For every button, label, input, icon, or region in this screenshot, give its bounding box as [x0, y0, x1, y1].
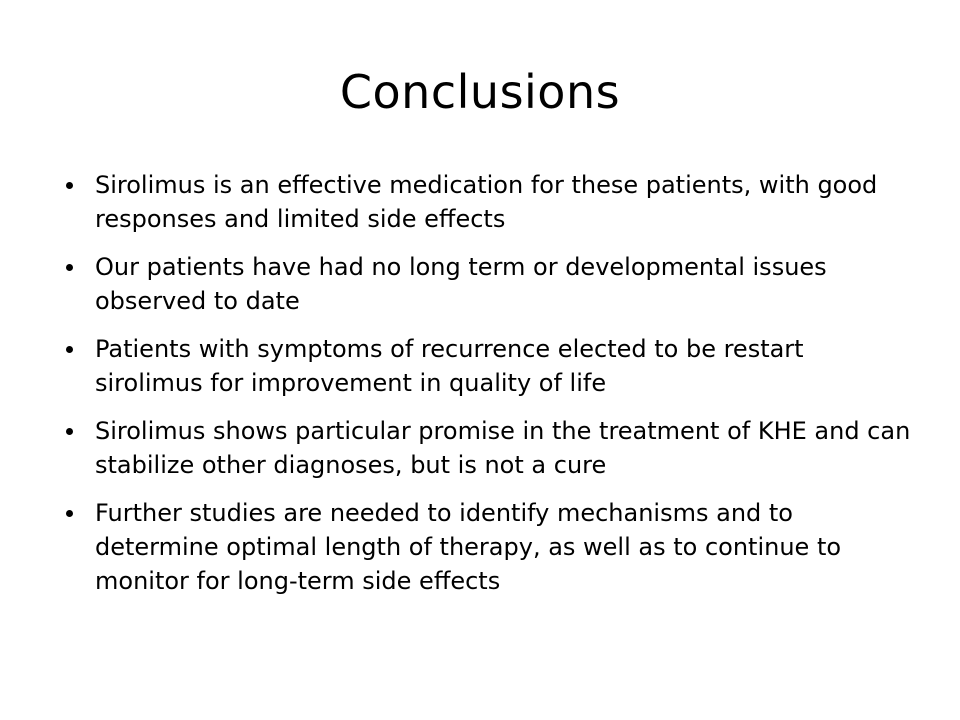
- bullet-text: Sirolimus is an effective medication for these patients, with good responses and limited side effects: [95, 171, 878, 233]
- bullet-text: Patients with symptoms of recurrence elected to be restart sirolimus for improvement in quality of life: [95, 335, 804, 397]
- bullet-item: [66, 414, 916, 482]
- bullet-dot-icon: [66, 264, 73, 271]
- slide-title: Conclusions: [339, 65, 621, 119]
- bullet-text: Further studies are needed to identify mechanisms and to determine optimal length of therapy, as well as to continue to monitor for long-term side effects: [95, 499, 842, 595]
- bullet-text: Sirolimus shows particular promise in the treatment of KHE and can stabilize other diagnoses, but is not a cure: [95, 417, 911, 479]
- bullet-dot-icon: [66, 182, 73, 189]
- bullet-item: [66, 168, 916, 236]
- bullet-dot-icon: [66, 428, 73, 435]
- bullet-item: [66, 250, 916, 318]
- bullet-text: Our patients have had no long term or developmental issues observed to date: [95, 253, 827, 315]
- bullet-dot-icon: [66, 346, 73, 353]
- bullet-list: [66, 168, 916, 612]
- bullet-item: [66, 332, 916, 400]
- bullet-item: [66, 496, 916, 598]
- bullet-dot-icon: [66, 510, 73, 517]
